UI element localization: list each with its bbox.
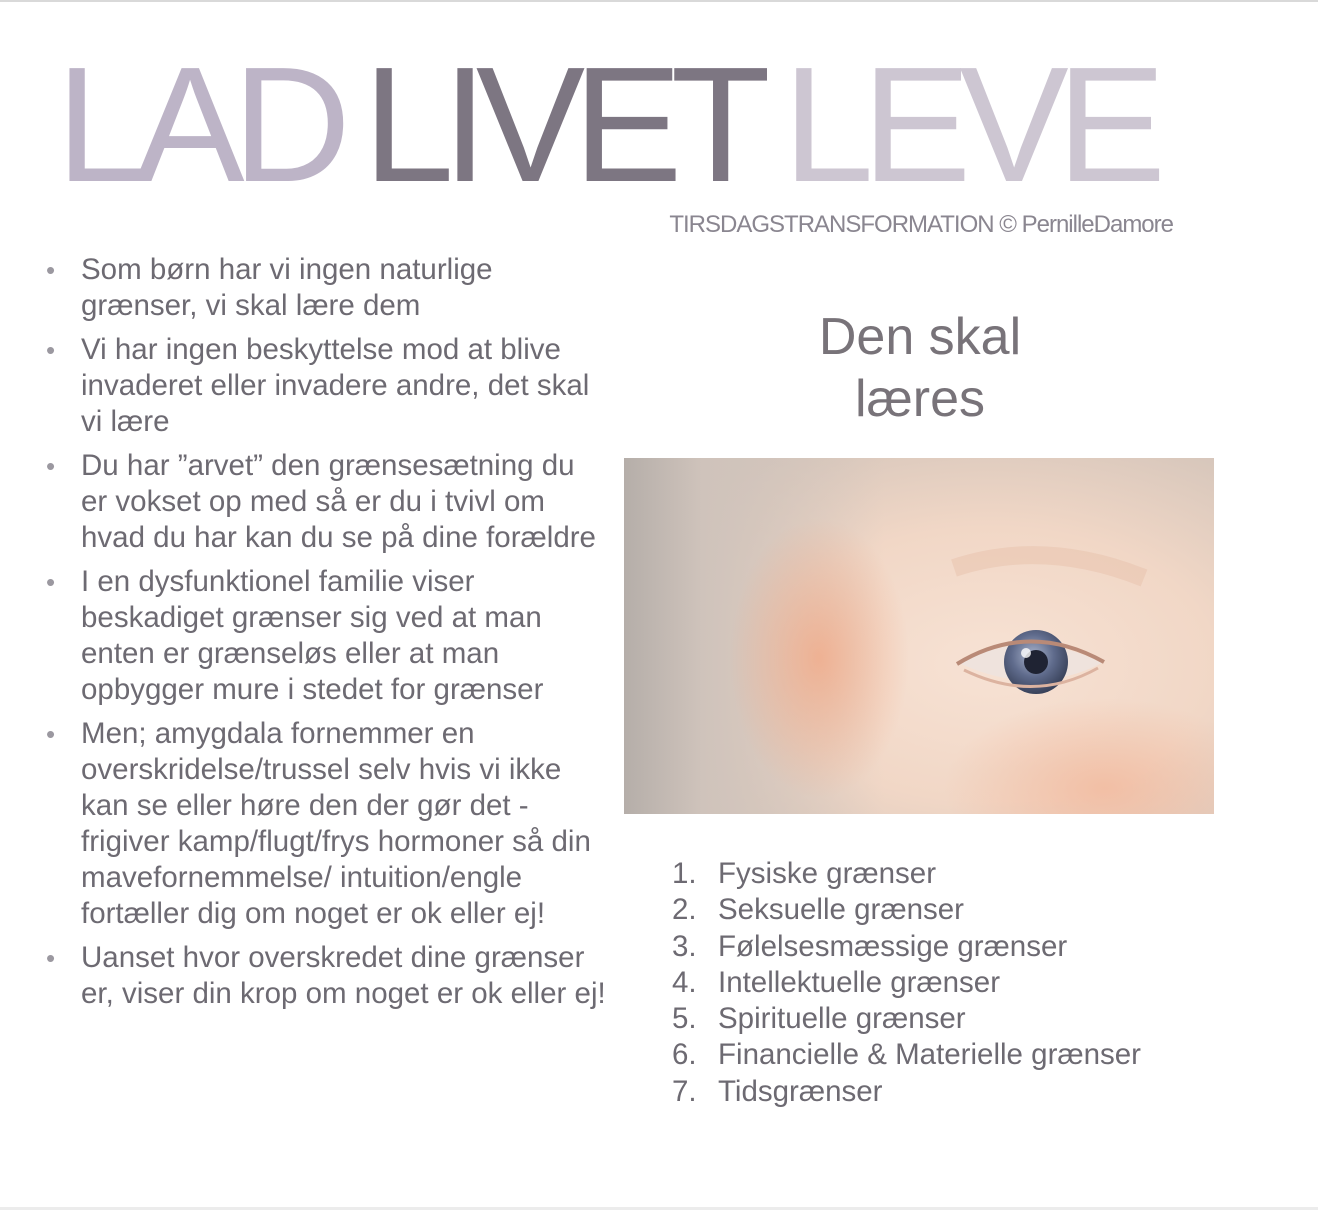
heading-line-1: Den skal xyxy=(818,308,1022,366)
bullet-icon: • xyxy=(46,567,56,597)
bullet-icon: • xyxy=(46,451,56,481)
heading-line-2: læres xyxy=(854,370,986,428)
baby-eye-illustration xyxy=(624,458,1214,814)
bullet-icon: • xyxy=(46,335,56,365)
bullet-text: Vi har ingen beskyttelse mod at blive invaderet eller invadere andre, det skal vi lære xyxy=(81,333,590,438)
list-number: 6. xyxy=(672,1038,697,1072)
list-item xyxy=(672,965,1141,1001)
list-item xyxy=(672,1074,1141,1110)
list-text: Intellektuelle grænser xyxy=(718,965,1001,999)
list-number: 4. xyxy=(672,965,697,999)
list-item xyxy=(672,1001,1141,1037)
list-number: 5. xyxy=(672,1002,697,1036)
boundary-types-list xyxy=(672,856,1141,1110)
list-text: Financielle & Materielle grænser xyxy=(718,1038,1142,1072)
list-item xyxy=(46,332,606,440)
list-text: Fysiske grænser xyxy=(718,857,937,890)
top-divider xyxy=(0,0,1318,2)
list-item xyxy=(46,716,606,932)
title-word-livet: LIVET xyxy=(363,33,759,216)
title-word-leve: LEVE xyxy=(782,33,1155,216)
bullet-text: Du har ”arvet” den grænsesætning du er vokset op med så er du i tvivl om hvad du har kan du se på dine forældre xyxy=(81,449,596,554)
bullet-icon: • xyxy=(46,943,56,973)
list-text: Seksuelle grænser xyxy=(718,893,964,927)
section-heading xyxy=(690,306,1150,430)
list-item xyxy=(46,940,606,1012)
list-item xyxy=(46,252,606,324)
bullet-text: Som børn har vi ingen naturlige grænser, vi skal lære dem xyxy=(81,253,493,322)
baby-eye-photo xyxy=(624,458,1214,814)
title-word-lad: LAD xyxy=(56,33,340,216)
subtitle: TIRSDAGSTRANSFORMATION © PernilleDamore xyxy=(669,211,1173,238)
bullet-icon: • xyxy=(46,255,56,285)
bullet-list xyxy=(46,252,606,1020)
list-item xyxy=(46,448,606,556)
list-number: 3. xyxy=(672,929,697,963)
brand-title xyxy=(56,33,1155,216)
list-text: Følelsesmæssige grænser xyxy=(718,929,1068,963)
list-item xyxy=(672,856,1141,892)
bullet-text: Uanset hvor overskredet dine grænser er, viser din krop om noget er ok eller ej! xyxy=(81,941,606,1010)
bullet-text: Men; amygdala fornemmer en overskridelse/trussel selv hvis vi ikke kan se eller høre den der gør det - frigiver kamp/flugt/frys hormoner så din mavefornemmelse/ intuition/engle fortæller dig om noget er ok eller ej! xyxy=(81,717,591,930)
list-item xyxy=(672,892,1141,928)
list-item xyxy=(672,1037,1141,1073)
list-number: 1. xyxy=(672,857,697,890)
list-item xyxy=(672,929,1141,965)
list-number: 2. xyxy=(672,893,697,927)
bullet-text: I en dysfunktionel familie viser beskadiget grænser sig ved at man enten er grænseløs eller at man opbygger mure i stedet for grænser xyxy=(81,565,544,706)
bullet-icon: • xyxy=(46,719,56,749)
list-text: Tidsgrænser xyxy=(718,1074,883,1108)
list-text: Spirituelle grænser xyxy=(718,1002,966,1036)
list-number: 7. xyxy=(672,1074,697,1108)
list-item xyxy=(46,564,606,708)
